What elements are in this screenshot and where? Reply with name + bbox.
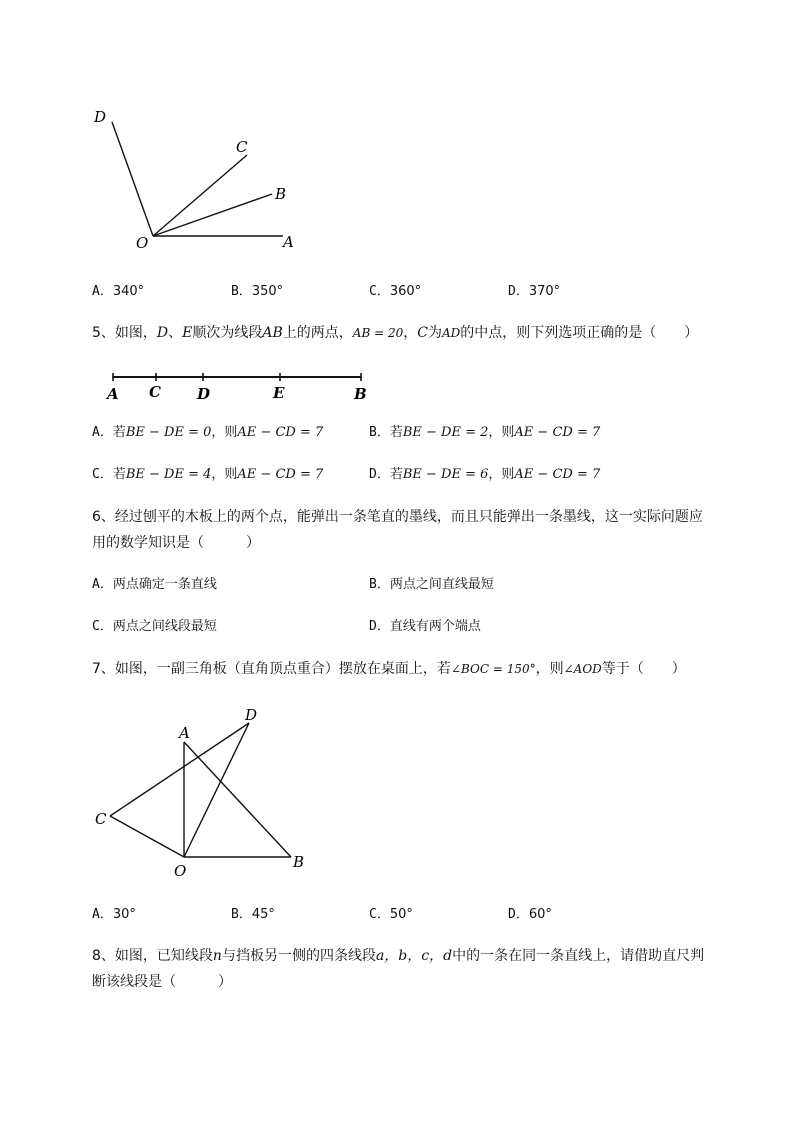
- q8-stem-part: 与挡板另一侧的四条线段: [221, 948, 376, 964]
- option-result: AE − CD = 7: [237, 425, 324, 440]
- q5-segment-figure: [100, 365, 380, 410]
- q7-option-b[interactable]: [231, 906, 275, 924]
- option-letter: A．: [92, 907, 113, 922]
- q4-option-b[interactable]: [231, 283, 283, 301]
- var-list: a，b，c，d: [375, 948, 453, 964]
- option-text: 若: [389, 467, 403, 482]
- label-a: A: [179, 724, 190, 742]
- q6-stem-line2: 用的数学知识是（ ）: [92, 535, 260, 551]
- label-a: A: [283, 233, 294, 251]
- option-text: 两点之间线段最短: [112, 619, 217, 634]
- option-condition: BE − DE = 0: [125, 425, 212, 440]
- var-e: E: [182, 325, 193, 341]
- label-c: C: [149, 383, 161, 401]
- option-text: 370°: [528, 284, 561, 299]
- edge-ab: [184, 742, 291, 857]
- option-text: ，则: [488, 425, 515, 440]
- q6-option-d[interactable]: [369, 618, 481, 636]
- option-letter: B．: [369, 577, 390, 592]
- option-letter: D．: [369, 619, 390, 634]
- option-condition: BE − DE = 4: [125, 467, 212, 482]
- q6-option-c[interactable]: [92, 618, 217, 636]
- q6-option-b[interactable]: [369, 576, 494, 594]
- option-text: 两点确定一条直线: [112, 577, 217, 592]
- option-letter: B．: [369, 425, 390, 440]
- option-result: AE − CD = 7: [514, 425, 601, 440]
- option-text: 350°: [251, 284, 284, 299]
- option-letter: A．: [92, 425, 113, 440]
- option-condition: BE − DE = 6: [402, 467, 489, 482]
- q8-stem-line2: 断该线段是（ ）: [92, 974, 232, 990]
- q5-option-c[interactable]: [92, 466, 323, 484]
- var-ab: AB: [262, 325, 283, 341]
- option-text: 若: [112, 425, 126, 440]
- option-letter: C．: [92, 467, 113, 482]
- q7-triangle-figure: [90, 700, 320, 885]
- option-text: 30°: [112, 907, 136, 922]
- label-b: B: [354, 385, 367, 403]
- q7-option-d[interactable]: [508, 906, 552, 924]
- q8-stem-line1: [92, 946, 704, 966]
- option-text: 两点之间直线最短: [389, 577, 494, 592]
- q7-stem-part: 等于（ ）: [601, 661, 686, 677]
- option-text: 50°: [389, 907, 413, 922]
- q5-stem: [92, 323, 698, 343]
- var-n: n: [212, 948, 222, 964]
- option-result: AE − CD = 7: [514, 467, 601, 482]
- label-b: B: [293, 853, 305, 871]
- label-d: D: [197, 385, 211, 403]
- option-letter: A．: [92, 284, 113, 299]
- q4-option-d[interactable]: [508, 283, 560, 301]
- q5-stem-part: 为: [427, 325, 442, 341]
- label-a: A: [107, 385, 119, 403]
- q8-stem-part: 中的一条在同一条直线上，请借助直尺判: [452, 948, 705, 964]
- label-b: B: [275, 185, 287, 203]
- var-c: C: [417, 325, 428, 341]
- var-ad: AD: [441, 326, 461, 340]
- option-letter: D．: [508, 907, 529, 922]
- label-c: C: [95, 810, 107, 828]
- q4-option-c[interactable]: [369, 283, 421, 301]
- q6-option-a[interactable]: [92, 576, 217, 594]
- q5-stem-part: ，: [403, 325, 418, 341]
- option-letter: C．: [369, 907, 390, 922]
- option-letter: B．: [231, 284, 252, 299]
- ray-ob: [153, 194, 272, 236]
- q4-option-a[interactable]: [92, 283, 144, 301]
- eq-ab: AB = 20: [352, 326, 404, 340]
- q5-stem-part: 、: [168, 325, 183, 341]
- ray-od: [112, 122, 153, 236]
- q8-stem-part: 8、如图，已知线段: [92, 948, 213, 964]
- q7-option-a[interactable]: [92, 906, 136, 924]
- option-text: 360°: [389, 284, 422, 299]
- label-c: C: [236, 138, 248, 156]
- option-letter: A．: [92, 577, 113, 592]
- label-d: D: [245, 706, 258, 724]
- option-letter: D．: [369, 467, 390, 482]
- edge-co: [110, 816, 184, 857]
- label-d: D: [94, 108, 107, 126]
- edge-od: [184, 723, 249, 857]
- option-text: ，则: [211, 425, 238, 440]
- option-letter: C．: [92, 619, 113, 634]
- option-text: 45°: [251, 907, 275, 922]
- option-letter: D．: [508, 284, 529, 299]
- q5-stem-part: 5、如图，: [92, 325, 157, 341]
- q6-stem-line1: 6、经过刨平的木板上的两个点，能弹出一条笔直的墨线，而且只能弹出一条墨线，这一实际问题应: [92, 509, 703, 525]
- q5-stem-part: 顺次为线段: [192, 325, 263, 341]
- label-o: O: [174, 862, 187, 880]
- q5-option-d[interactable]: [369, 466, 600, 484]
- option-text: 若: [389, 425, 403, 440]
- option-result: AE − CD = 7: [237, 467, 324, 482]
- var-d: D: [156, 325, 169, 341]
- angle-condition: ∠BOC = 150°: [450, 662, 536, 676]
- q5-stem-part: 上的两点，: [282, 325, 353, 341]
- angle-target: ∠AOD: [563, 662, 602, 676]
- option-text: 直线有两个端点: [389, 619, 481, 634]
- q7-stem-part: ，则: [535, 661, 564, 677]
- q7-stem-part: 7、如图，一副三角板（直角顶点重合）摆放在桌面上，若: [92, 661, 451, 677]
- q5-option-b[interactable]: [369, 424, 600, 442]
- option-text: ，则: [211, 467, 238, 482]
- label-o: O: [136, 234, 149, 252]
- option-letter: C．: [369, 284, 390, 299]
- ray-oc: [153, 155, 247, 236]
- option-text: 若: [112, 467, 126, 482]
- option-text: ，则: [488, 467, 515, 482]
- option-condition: BE − DE = 2: [402, 425, 489, 440]
- q5-option-a[interactable]: [92, 424, 323, 442]
- option-text: 60°: [528, 907, 552, 922]
- label-e: E: [273, 384, 285, 402]
- q7-stem: [92, 659, 686, 679]
- q7-option-c[interactable]: [369, 906, 413, 924]
- option-letter: B．: [231, 907, 252, 922]
- option-text: 340°: [112, 284, 145, 299]
- q5-stem-part: 的中点，则下列选项正确的是（ ）: [460, 325, 699, 341]
- q4-angle-figure: [85, 100, 315, 260]
